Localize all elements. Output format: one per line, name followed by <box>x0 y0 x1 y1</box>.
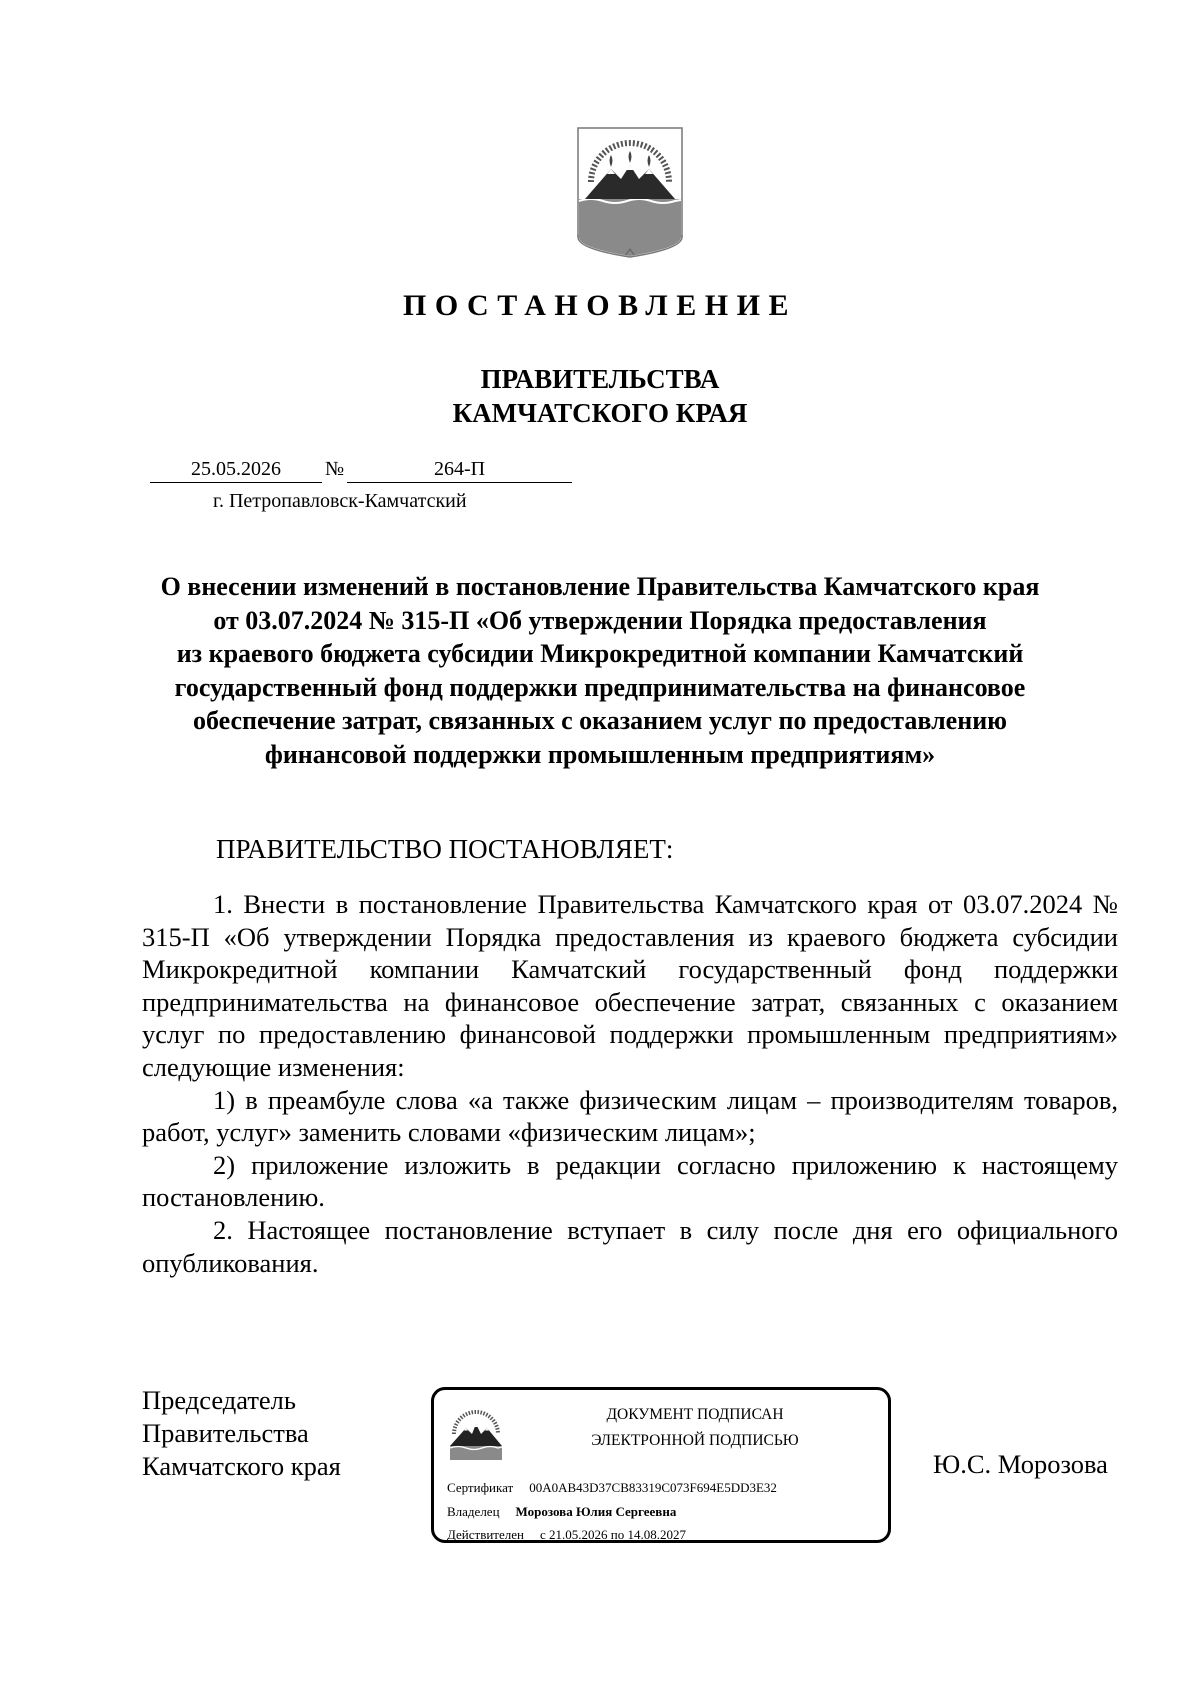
subject-line: О внесении изменений в постановление Правительства Камчатского края <box>160 572 1040 601</box>
stamp-title <box>530 1402 860 1454</box>
number-sign: № <box>324 458 345 480</box>
subject-line: из краевого бюджета субсидии Микрокредитной компании Камчатский <box>176 639 1024 668</box>
stamp-owner-row <box>447 1504 676 1520</box>
decree-phrase: ПРАВИТЕЛЬСТВО ПОСТАНОВЛЯЕТ: <box>216 834 674 864</box>
stamp-certificate-row <box>447 1480 777 1496</box>
body-paragraph: 1) в преамбуле слова «а также физическим лицам – производителям товаров, работ, услуг» заменить словами «физическим лицам»; <box>142 1084 1118 1148</box>
subject-line: обеспечение затрат, связанных с оказанием услуг по предоставлению <box>192 706 1008 735</box>
coat-of-arms-icon <box>577 127 683 259</box>
stamp-title-line: ДОКУМЕНТ ПОДПИСАН <box>606 1406 784 1423</box>
stamp-validity-row <box>447 1527 686 1543</box>
electronic-signature-stamp <box>431 1387 891 1543</box>
validity-label: Действителен <box>447 1527 524 1542</box>
issuing-authority <box>0 362 1200 430</box>
certificate-value: 00A0AB43D37CB83319C073F694E5DD3E32 <box>529 1480 777 1495</box>
validity-value: с 21.05.2026 по 14.08.2027 <box>539 1527 686 1542</box>
certificate-label: Сертификат <box>447 1480 514 1495</box>
document-date: 25.05.2026 <box>150 458 322 483</box>
document-subject <box>60 570 1140 771</box>
signatory-position-line: Камчатского края <box>142 1451 341 1481</box>
document-type-title: ПОСТАНОВЛЕНИЕ <box>403 289 797 322</box>
owner-value: Морозова Юлия Сергеевна <box>515 1504 677 1519</box>
owner-label: Владелец <box>447 1504 500 1519</box>
signer-name: Ю.С. Морозова <box>933 1449 1108 1479</box>
body-paragraph: 2. Настоящее постановление вступает в силу после дня его официального опубликования. <box>142 1214 1118 1278</box>
coat-of-arms-icon <box>448 1404 504 1462</box>
issuing-city: г. Петропавловск-Камчатский <box>213 490 467 512</box>
document-number: 264-П <box>347 458 572 483</box>
subject-line: от 03.07.2024 № 315-П «Об утверждении Порядка предоставления <box>213 605 987 635</box>
body-paragraph: 1. Внести в постановление Правительства Камчатского края от 03.07.2024 № 315-П «Об утверждении Порядка предоставления из краевого бюджета субсидии Микрокредитной компании Камчатский государственный фонд поддержки предпринимательства на финансовое обеспечение затрат, связанных с оказанием услуг по предоставлению финансовой поддержки промышленным предприятиям» следующие изменения: <box>142 889 1118 1082</box>
issuing-authority-line: КАМЧАТСКОГО КРАЯ <box>452 398 748 428</box>
signatory-position <box>142 1384 341 1483</box>
signatory-position-line: Правительства <box>142 1418 309 1448</box>
registration-line <box>150 458 572 483</box>
body-paragraph: 2) приложение изложить в редакции согласно приложению к настоящему постановлению. <box>142 1149 1118 1213</box>
issuing-authority-line: ПРАВИТЕЛЬСТВА <box>480 364 720 394</box>
document-body <box>142 888 1118 1279</box>
subject-line: государственный фонд поддержки предпринимательства на финансовое <box>174 672 1026 702</box>
subject-line: финансовой поддержки промышленным предприятиям» <box>264 739 936 769</box>
signatory-position-line: Председатель <box>142 1385 296 1415</box>
stamp-title-line: ЭЛЕКТРОННОЙ ПОДПИСЬЮ <box>591 1432 799 1449</box>
